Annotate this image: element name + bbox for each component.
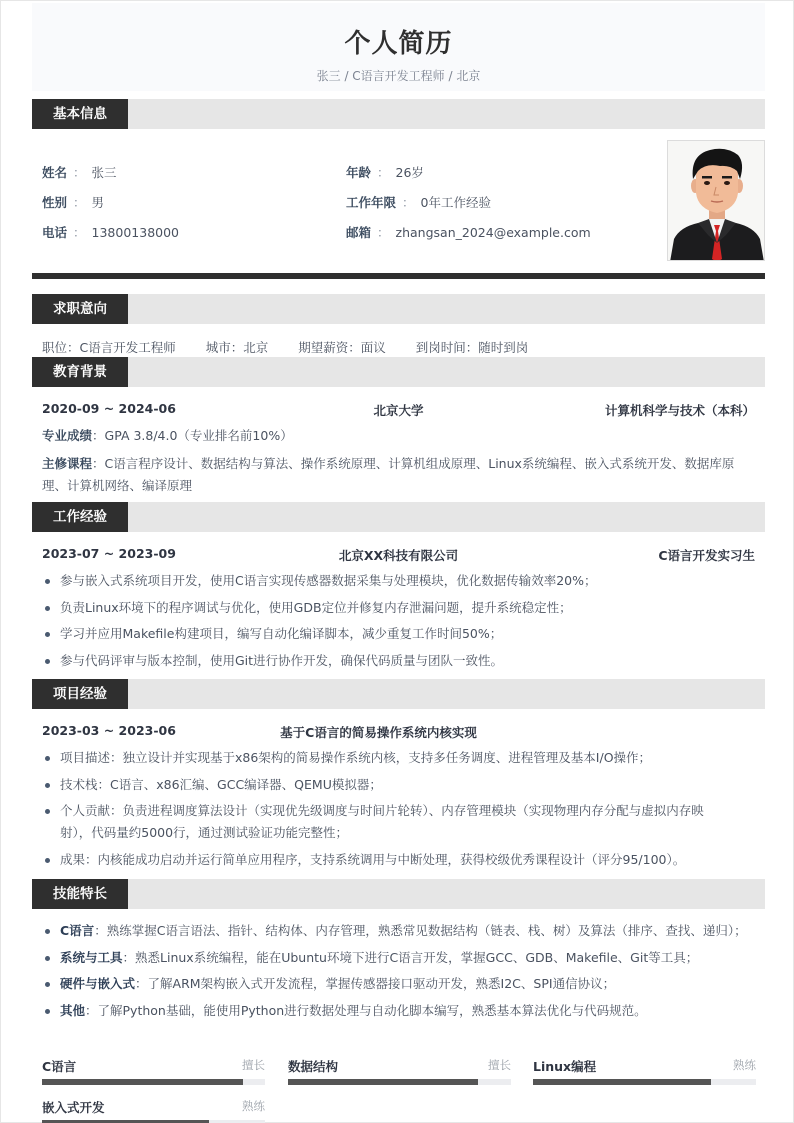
list-item: 项目描述：独立设计并实现基于x86架构的简易操作系统内核，支持多任务调度、进程管理及基本I/O操作； (42, 747, 758, 769)
list-item: 个人贡献：负责进程调度算法设计（实现优先级调度与时间片轮转）、内存管理模块（实现物理内存分配与虚拟内存映射），代码量约5000行，通过测试验证功能完整性； (42, 800, 758, 844)
info-age-label: 年龄 (346, 165, 372, 180)
work-list (42, 570, 758, 676)
section-title-intent: 求职意向 (32, 294, 128, 324)
info-experience-value: 0年工作经验 (420, 195, 491, 210)
info-name-label: 姓名 (42, 165, 68, 180)
work-row (42, 546, 755, 564)
intent-salary: 期望薪资：面议 (298, 340, 386, 355)
courses-label: 主修课程 (42, 456, 93, 471)
info-age: 年龄 ： 26岁 (346, 165, 424, 180)
info-phone-label: 电话 (42, 225, 68, 240)
skill-fill (42, 1079, 243, 1085)
skill-name: 数据结构 (288, 1059, 339, 1074)
divider-bar (32, 273, 765, 279)
info-name-value: 张三 (91, 165, 117, 180)
work-period: 2023-07 ~ 2023-09 (42, 546, 176, 561)
project-row (42, 723, 755, 741)
intent-arrival: 到岗时间：随时到岗 (415, 340, 529, 355)
education-major: 计算机科学与技术（本科） (604, 403, 755, 418)
info-email-value: zhangsan_2024@example.com (395, 225, 591, 240)
info-phone: 电话 ： 13800138000 (42, 225, 180, 240)
skill-name: Linux编程 (533, 1059, 597, 1074)
info-gender: 性别 ： 男 (42, 195, 105, 210)
skill-track (288, 1079, 511, 1085)
section-header-intent (32, 294, 765, 324)
education-row (42, 401, 755, 419)
project-list (42, 747, 758, 875)
skill-fill (533, 1079, 711, 1085)
education-gpa (42, 425, 758, 447)
intent-city: 城市：北京 (205, 340, 269, 355)
section-header-skills (32, 879, 765, 909)
skill-name: 嵌入式开发 (42, 1100, 105, 1115)
info-age-value: 26岁 (395, 165, 424, 180)
list-item: 学习并应用Makefile构建项目，编写自动化编译脚本，减少重复工作时间50%； (42, 623, 758, 645)
info-name: 姓名 ： 张三 (42, 165, 117, 180)
page-subtitle: 张三 / C语言开发工程师 / 北京 (316, 69, 481, 83)
skill-level: 熟练 (242, 1099, 265, 1113)
project-name: 基于C语言的简易操作系统内核实现 (280, 725, 477, 740)
job-intent-row (42, 338, 558, 356)
list-item: 系统与工具：熟悉Linux系统编程，能在Ubuntu环境下进行C语言开发，掌握GCC、GDB、Makefile、Git等工具； (42, 947, 758, 969)
section-header-basic (32, 99, 765, 129)
skill-level: 熟练 (733, 1058, 756, 1072)
info-experience: 工作年限 ： 0年工作经验 (346, 195, 491, 210)
skill-bar-embedded (42, 1098, 265, 1123)
page-title: 个人简历 (344, 29, 453, 59)
list-item: 其他：了解Python基础，能使用Python进行数据处理与自动化脚本编写，熟悉基本算法优化与代码规范。 (42, 1000, 758, 1022)
info-email-label: 邮箱 (346, 225, 372, 240)
skill-fill (288, 1079, 478, 1085)
skill-bar-data-structures (288, 1057, 511, 1097)
info-email: 邮箱 ： zhangsan_2024@example.com (346, 225, 591, 240)
skill-track (42, 1079, 265, 1085)
gpa-value: ：GPA 3.8/4.0（专业排名前10%） (92, 428, 293, 443)
skill-bar-linux (533, 1057, 756, 1097)
project-period: 2023-03 ~ 2023-06 (42, 723, 176, 738)
list-item: 负责Linux环境下的程序调试与优化，使用GDB定位并修复内存泄漏问题，提升系统稳定性； (42, 597, 758, 619)
intent-position: 职位：C语言开发工程师 (42, 340, 176, 355)
info-experience-label: 工作年限 (346, 195, 397, 210)
section-title-skills: 技能特长 (32, 879, 128, 909)
section-title-work: 工作经验 (32, 502, 128, 532)
section-header-education (32, 357, 765, 387)
info-gender-label: 性别 (42, 195, 68, 210)
profile-photo (667, 140, 765, 261)
skills-list (42, 920, 758, 1026)
skill-bar-c (42, 1057, 265, 1097)
list-item: 技术栈：C语言、x86汇编、GCC编译器、QEMU模拟器； (42, 774, 758, 796)
list-item: 成果：内核能成功启动并运行简单应用程序，支持系统调用与中断处理，获得校级优秀课程设计（评分95/100）。 (42, 849, 758, 871)
list-item: 参与代码评审与版本控制，使用Git进行协作开发，确保代码质量与团队一致性。 (42, 650, 758, 672)
education-school: 北京大学 (373, 403, 424, 418)
section-title-basic: 基本信息 (32, 99, 128, 129)
gpa-label: 专业成绩 (42, 428, 93, 443)
work-role: C语言开发实习生 (658, 548, 755, 563)
info-phone-value: 13800138000 (91, 225, 180, 240)
section-header-project (32, 679, 765, 709)
section-title-education: 教育背景 (32, 357, 128, 387)
avatar-illustration-icon (668, 141, 765, 261)
skill-level: 擅长 (242, 1058, 265, 1072)
section-title-project: 项目经验 (32, 679, 128, 709)
resume-header (32, 3, 765, 91)
skill-name: C语言 (42, 1059, 77, 1074)
skill-level: 擅长 (488, 1058, 511, 1072)
info-gender-value: 男 (91, 195, 105, 210)
work-company: 北京XX科技有限公司 (338, 548, 459, 563)
list-item: 硬件与嵌入式：了解ARM架构嵌入式开发流程，掌握传感器接口驱动开发，熟悉I2C、SPI通信协议； (42, 973, 758, 995)
list-item: C语言：熟练掌握C语言语法、指针、结构体、内存管理，熟悉常见数据结构（链表、栈、树）及算法（排序、查找、递归）； (42, 920, 758, 942)
skill-track (533, 1079, 756, 1085)
section-header-work (32, 502, 765, 532)
list-item: 参与嵌入式系统项目开发，使用C语言实现传感器数据采集与处理模块，优化数据传输效率20%； (42, 570, 758, 592)
education-courses (42, 453, 758, 497)
education-period: 2020-09 ~ 2024-06 (42, 401, 176, 416)
courses-value: ：C语言程序设计、数据结构与算法、操作系统原理、计算机组成原理、Linux系统编程、嵌入式系统开发、数据库原理、计算机网络、编译原理 (42, 456, 735, 493)
